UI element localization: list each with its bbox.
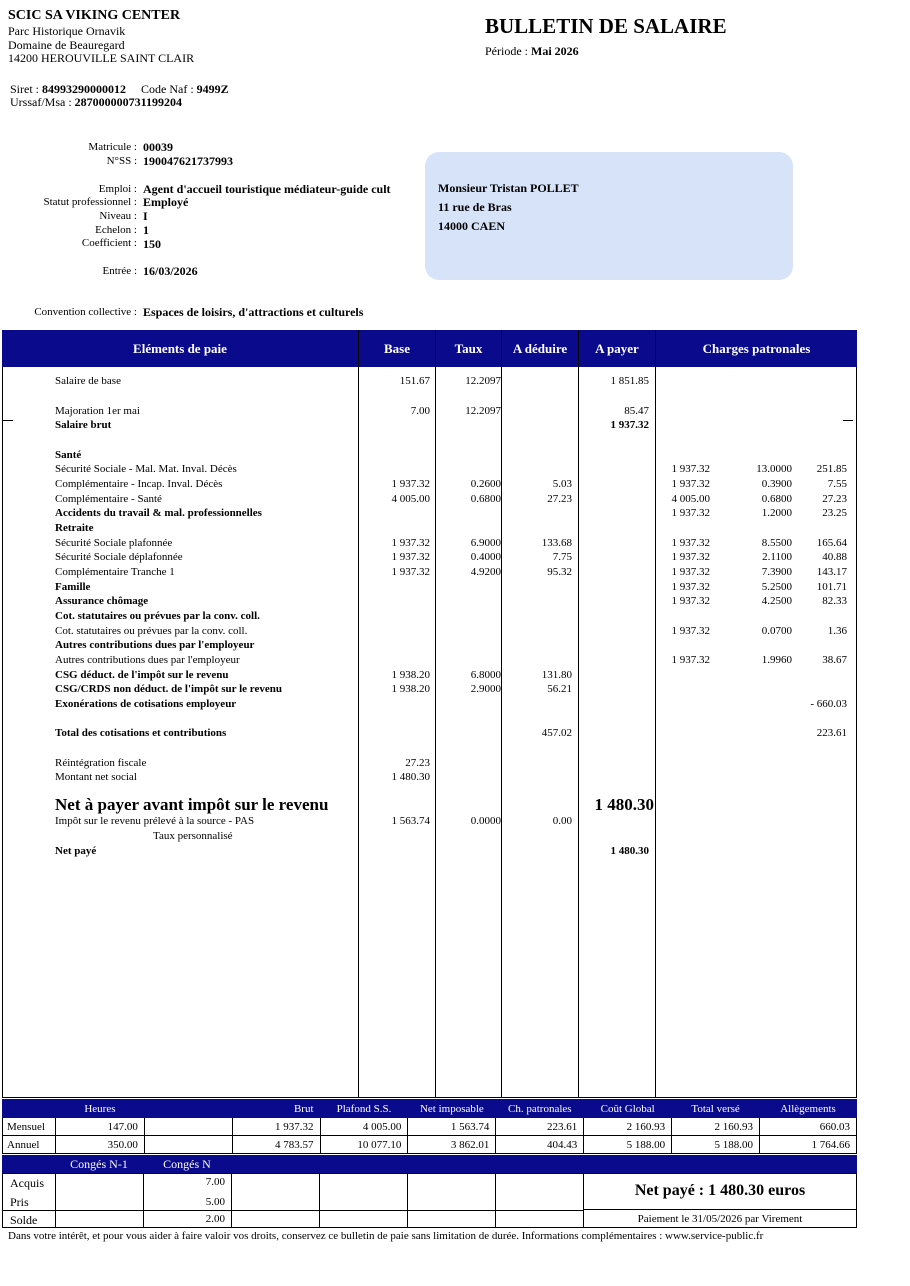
line-taux: 0.4000 [470, 551, 501, 563]
summary-table [2, 1099, 857, 1154]
summary-plafond: 10 077.10 [320, 1136, 408, 1154]
column-divider [358, 330, 359, 1098]
line-taux: 6.8000 [470, 669, 501, 681]
line-total-cotisations [0, 726, 858, 740]
line-taux-perso [0, 829, 858, 843]
line-pat-taux: 1.9960 [761, 654, 792, 666]
line-pat-montant: 82.33 [822, 595, 847, 607]
line-label: Autres contributions dues par l'employeur [55, 654, 240, 666]
line-pat-montant: 27.23 [822, 493, 847, 505]
document-title: BULLETIN DE SALAIRE [485, 14, 727, 38]
line-csg-deduct [0, 668, 858, 682]
line-deduire: 133.68 [541, 537, 572, 549]
footer-note: Dans votre intérêt, et pour vous aider à faire valoir vos droits, conservez ce bulletin de paie sans limitation de durée. Informations complémentaires : www.service-public.fr [8, 1230, 764, 1242]
siret-label: Siret : [10, 82, 39, 96]
recipient-address-box [425, 152, 793, 280]
employer-address-3: 14200 HEROUVILLE SAINT CLAIR [8, 51, 195, 65]
nss-value: 190047621737993 [143, 154, 233, 168]
line-pat-montant: 7.55 [827, 478, 847, 490]
line-taux: 12.2097 [465, 405, 501, 417]
paiement-info: Paiement le 31/05/2026 par Virement [637, 1213, 803, 1225]
line-label: Cot. statutaires ou prévues par la conv. coll. [55, 610, 260, 622]
line-pat-base: 1 937.32 [671, 537, 710, 549]
header-deduire: A déduire [502, 330, 578, 367]
line-payer: 1 937.32 [610, 419, 649, 431]
line-section-sante [0, 448, 858, 462]
summary-row-mensuel [3, 1118, 857, 1136]
line-label: Retraite [55, 522, 94, 534]
nss-label: N°SS : [106, 155, 137, 167]
summary-cout-global: 5 188.00 [584, 1136, 672, 1154]
line-pat-montant: 143.17 [816, 566, 847, 578]
line-impot-pas [0, 814, 858, 828]
niveau-label: Niveau : [99, 210, 137, 222]
coefficient-value: 150 [143, 237, 161, 251]
conges-solde-value: 2.00 [205, 1213, 225, 1225]
line-label: Impôt sur le revenu prélevé à la source - PAS [55, 815, 255, 827]
line-payer: 1 851.85 [610, 375, 649, 387]
matricule-value: 00039 [143, 140, 173, 154]
payslip-table-frame [2, 330, 857, 1098]
line-pat-montant: 223.61 [816, 727, 847, 739]
summary-total-verse: 2 160.93 [672, 1118, 760, 1136]
summary-net-imposable: 1 563.74 [408, 1118, 496, 1136]
summary-brut: 4 783.57 [232, 1136, 320, 1154]
line-ss-maladie [0, 462, 858, 476]
line-pat-taux: 8.5500 [761, 537, 792, 549]
summary-ch-patronales: 223.61 [496, 1118, 584, 1136]
emploi-value: Agent d'accueil touristique médiateur-guide cult [143, 182, 391, 196]
line-pat-montant: 38.67 [822, 654, 847, 666]
line-pat-taux: 0.6800 [761, 493, 792, 505]
line-base: 1 938.20 [391, 683, 430, 695]
line-pat-taux: 0.3900 [761, 478, 792, 490]
line-ss-plafonnee [0, 536, 858, 550]
summary-header-blank [3, 1100, 56, 1118]
echelon-value: 1 [143, 223, 149, 237]
line-label: Autres contributions dues par l'employeur [55, 639, 255, 651]
line-base: 1 937.32 [391, 537, 430, 549]
line-label: Sécurité Sociale plafonnée [55, 537, 173, 549]
line-deduire: 0.00 [552, 815, 572, 827]
urssaf-line [10, 95, 182, 110]
line-pat-base: 1 937.32 [671, 463, 710, 475]
line-reintegration [0, 756, 858, 770]
line-label: Net payé [55, 845, 97, 857]
conges-pris-label: Pris [10, 1195, 29, 1209]
line-comp-tranche1 [0, 565, 858, 579]
line-label: Total des cotisations et contributions [55, 727, 227, 739]
line-base: 1 937.32 [391, 551, 430, 563]
line-deduire: 27.23 [547, 493, 572, 505]
line-csg-crds [0, 682, 858, 696]
net-paye-final: Net payé : 1 480.30 euros [634, 1182, 806, 1199]
summary-header-net-imposable: Net imposable [408, 1100, 496, 1118]
naf-label: Code Naf : [141, 82, 194, 96]
naf-value: 9499Z [196, 82, 229, 96]
line-comp-sante [0, 492, 858, 506]
summary-plafond: 4 005.00 [320, 1118, 408, 1136]
summary-header-ch-patronales: Ch. patronales [496, 1100, 584, 1118]
period-value: Mai 2026 [531, 44, 579, 58]
line-comp-incap [0, 477, 858, 491]
line-label: Montant net social [55, 771, 137, 783]
summary-header-plafond: Plafond S.S. [320, 1100, 408, 1118]
conges-solde-label: Solde [10, 1213, 38, 1227]
recipient-city: 14000 CAEN [438, 219, 506, 233]
conges-divider [55, 1173, 56, 1228]
line-label: Santé [55, 449, 82, 461]
line-section-conv [0, 609, 858, 623]
matricule-label: Matricule : [88, 141, 137, 153]
line-deduire: 457.02 [541, 727, 572, 739]
line-pat-base: 1 937.32 [671, 595, 710, 607]
line-taux: 6.9000 [470, 537, 501, 549]
conges-divider [231, 1173, 232, 1228]
echelon-label: Echelon : [95, 224, 137, 236]
line-pat-montant: 23.25 [822, 507, 847, 519]
line-taux: 2.9000 [470, 683, 501, 695]
summary-header-blank [144, 1100, 232, 1118]
summary-heures: 350.00 [55, 1136, 144, 1154]
paiement-divider [583, 1209, 857, 1210]
line-label: Cot. statutaires ou prévues par la conv. coll. [55, 625, 248, 637]
line-label: Exonérations de cotisations employeur [55, 698, 237, 710]
line-label: Salaire brut [55, 419, 112, 431]
header-taux: Taux [436, 330, 501, 367]
line-base: 1 480.30 [391, 771, 430, 783]
summary-header-brut: Brut [232, 1100, 320, 1118]
employer-address-1: Parc Historique Ornavik [8, 24, 126, 38]
summary-header-heures: Heures [55, 1100, 144, 1118]
header-patronales: Charges patronales [656, 330, 857, 367]
line-net-paye [0, 844, 858, 858]
line-autres-contrib [0, 653, 858, 667]
summary-header-allegements: Allègements [760, 1100, 857, 1118]
line-base: 1 938.20 [391, 669, 430, 681]
column-divider [435, 330, 436, 1098]
line-pat-taux: 0.0700 [761, 625, 792, 637]
line-famille [0, 580, 858, 594]
header-elements: Eléments de paie [2, 330, 358, 367]
line-accidents [0, 506, 858, 520]
conges-row-divider [2, 1210, 584, 1211]
line-label: Complémentaire Tranche 1 [55, 566, 175, 578]
line-majoration [0, 404, 858, 418]
line-base: 27.23 [405, 757, 430, 769]
conges-acquis-label: Acquis [10, 1176, 44, 1190]
conges-pris-value: 5.00 [205, 1196, 225, 1208]
line-pat-base: 1 937.32 [671, 478, 710, 490]
line-payer: 1 480.30 [610, 845, 649, 857]
line-pat-base: 1 937.32 [671, 581, 710, 593]
urssaf-value: 287000000731199204 [74, 95, 183, 109]
line-label: Réintégration fiscale [55, 757, 147, 769]
header-payer: A payer [579, 330, 655, 367]
conges-divider [407, 1173, 408, 1228]
line-base: 151.67 [399, 375, 430, 387]
line-ss-deplafonnee [0, 550, 858, 564]
statut-label: Statut professionnel : [43, 196, 137, 208]
conges-n1-header: Congés N-1 [70, 1157, 128, 1171]
line-label: Sécurité Sociale déplafonnée [55, 551, 183, 563]
entree-label: Entrée : [102, 265, 137, 277]
line-net-social [0, 770, 858, 784]
statut-value: Employé [143, 195, 189, 209]
line-label: CSG déduct. de l'impôt sur le revenu [55, 669, 229, 681]
column-divider [501, 330, 502, 1098]
line-deduire: 7.75 [552, 551, 572, 563]
line-label: Majoration 1er mai [55, 405, 140, 417]
line-pat-taux: 4.2500 [761, 595, 792, 607]
line-base: 1 563.74 [391, 815, 430, 827]
convention-label: Convention collective : [34, 306, 137, 318]
line-base: 4 005.00 [391, 493, 430, 505]
entree-value: 16/03/2026 [143, 264, 198, 278]
line-pat-base: 1 937.32 [671, 654, 710, 666]
summary-allegements: 660.03 [760, 1118, 857, 1136]
summary-cout-global: 2 160.93 [584, 1118, 672, 1136]
summary-header-cout-global: Coût Global [584, 1100, 672, 1118]
summary-ch-patronales: 404.43 [496, 1136, 584, 1154]
line-pat-montant: 101.71 [816, 581, 847, 593]
line-pat-base: 1 937.32 [671, 551, 710, 563]
summary-total-verse: 5 188.00 [672, 1136, 760, 1154]
line-chomage [0, 594, 858, 608]
line-label: CSG/CRDS non déduct. de l'impôt sur le revenu [55, 683, 282, 695]
convention-value: Espaces de loisirs, d'attractions et culturels [143, 305, 364, 319]
line-taux: 0.2600 [470, 478, 501, 490]
line-label: Assurance chômage [55, 595, 149, 607]
line-pat-montant: 1.36 [827, 625, 847, 637]
line-pat-taux: 13.0000 [756, 463, 792, 475]
line-deduire: 5.03 [552, 478, 572, 490]
line-base: 1 937.32 [391, 566, 430, 578]
line-deduire: 95.32 [547, 566, 572, 578]
line-pat-base: 1 937.32 [671, 507, 710, 519]
line-label: Net à payer avant impôt sur le revenu [55, 795, 329, 814]
urssaf-label: Urssaf/Msa : [10, 95, 72, 109]
line-payer: 1 480.30 [594, 795, 654, 814]
summary-header-row [3, 1100, 857, 1118]
employer-address-2: Domaine de Beauregard [8, 38, 125, 52]
summary-heures: 147.00 [55, 1118, 144, 1136]
summary-empty [144, 1136, 232, 1154]
line-net-avant-impot [0, 795, 858, 815]
conges-acquis-value: 7.00 [205, 1176, 225, 1188]
line-pat-taux: 1.2000 [761, 507, 792, 519]
conges-divider [495, 1173, 496, 1228]
line-pat-taux: 5.2500 [761, 581, 792, 593]
line-pat-montant: 165.64 [816, 537, 847, 549]
line-payer: 85.47 [624, 405, 649, 417]
line-pat-base: 4 005.00 [671, 493, 710, 505]
employer-name: SCIC SA VIKING CENTER [8, 8, 181, 23]
line-base: 7.00 [410, 405, 430, 417]
line-taux: 0.0000 [470, 815, 501, 827]
line-base: 1 937.32 [391, 478, 430, 490]
line-taux: 0.6800 [470, 493, 501, 505]
line-label: Famille [55, 581, 91, 593]
line-pat-montant: 40.88 [822, 551, 847, 563]
line-salaire-base [0, 374, 858, 388]
line-label: Complémentaire - Incap. Inval. Décès [55, 478, 223, 490]
line-conv-coll [0, 624, 858, 638]
column-divider [655, 330, 656, 1098]
line-pat-montant: 251.85 [816, 463, 847, 475]
line-taux: 12.2097 [465, 375, 501, 387]
period-line [485, 44, 579, 59]
line-section-retraite [0, 521, 858, 535]
summary-allegements: 1 764.66 [760, 1136, 857, 1154]
recipient-street: 11 rue de Bras [438, 200, 512, 214]
line-section-autres [0, 638, 858, 652]
summary-row-label: Mensuel [3, 1118, 56, 1136]
line-label: Complémentaire - Santé [55, 493, 162, 505]
line-exonerations [0, 697, 858, 711]
summary-brut: 1 937.32 [232, 1118, 320, 1136]
line-pat-taux: 7.3900 [761, 566, 792, 578]
summary-empty [144, 1118, 232, 1136]
summary-row-label: Annuel [3, 1136, 56, 1154]
coefficient-label: Coefficient : [81, 237, 137, 249]
emploi-label: Emploi : [98, 183, 137, 195]
line-salaire-brut [0, 418, 858, 432]
line-label: Taux personnalisé [153, 830, 233, 842]
summary-net-imposable: 3 862.01 [408, 1136, 496, 1154]
summary-header-total-verse: Total versé [672, 1100, 760, 1118]
conges-n-header: Congés N [163, 1157, 211, 1171]
niveau-value: I [143, 209, 148, 223]
recipient-name: Monsieur Tristan POLLET [438, 181, 579, 195]
summary-row-annuel [3, 1136, 857, 1154]
line-pat-montant: - 660.03 [810, 698, 847, 710]
line-taux: 4.9200 [470, 566, 501, 578]
conges-divider [319, 1173, 320, 1228]
period-label: Période : [485, 44, 528, 58]
line-pat-base: 1 937.32 [671, 566, 710, 578]
line-label: Salaire de base [55, 375, 121, 387]
column-divider [578, 330, 579, 1098]
line-pat-taux: 2.1100 [762, 551, 792, 563]
line-pat-base: 1 937.32 [671, 625, 710, 637]
header-base: Base [359, 330, 435, 367]
line-deduire: 131.80 [541, 669, 572, 681]
siret-value: 84993290000012 [42, 82, 126, 96]
line-deduire: 56.21 [547, 683, 572, 695]
line-label: Sécurité Sociale - Mal. Mat. Inval. Décès [55, 463, 237, 475]
line-label: Accidents du travail & mal. professionnelles [55, 507, 262, 519]
